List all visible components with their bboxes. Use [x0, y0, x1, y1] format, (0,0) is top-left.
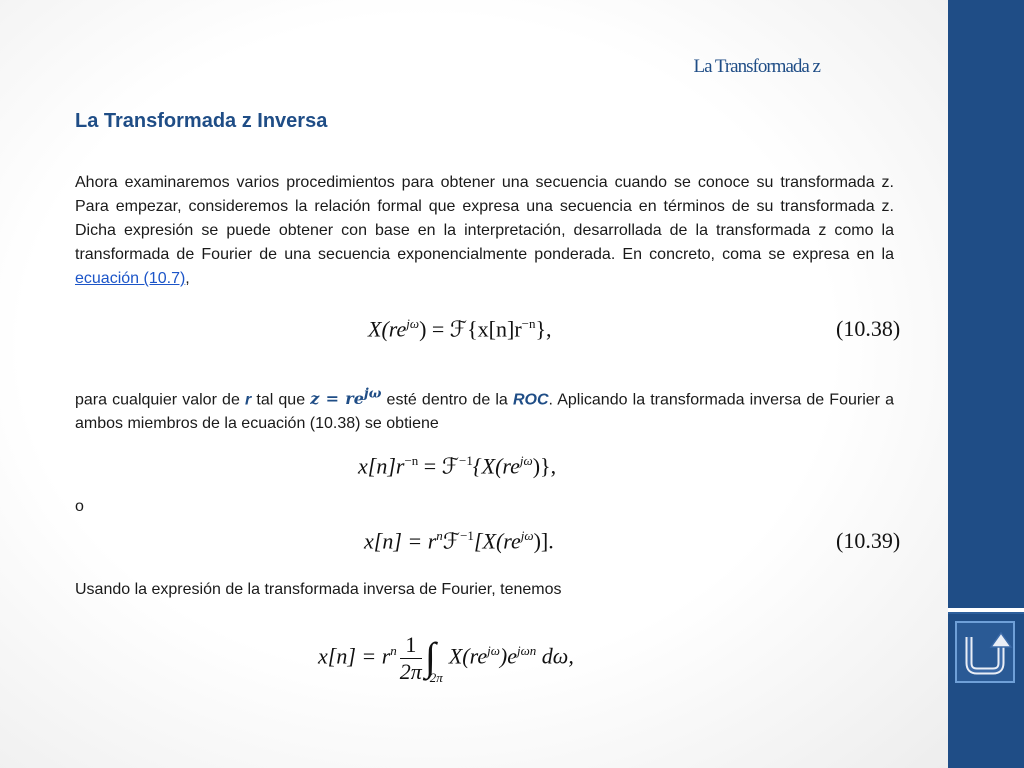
eq1-rhs-sup: −n: [521, 316, 536, 331]
integral-sign: ∫: [424, 633, 436, 679]
slide-heading: La Transformada z Inversa: [75, 110, 328, 132]
p2-part3: esté dentro de la: [381, 391, 513, 409]
return-arrow-icon: [957, 623, 1013, 681]
eq3-rhs-sup: jω: [520, 528, 534, 543]
eq2-lhs-sup: −n: [404, 453, 419, 468]
eq2-rhs-sup: jω: [519, 453, 533, 468]
eq3-lhs-sup: n: [436, 528, 443, 543]
eq2-mid: = ℱ: [418, 453, 459, 479]
eq1-rhs: ) = ℱ{x[n]r: [419, 316, 522, 342]
eq4-lhs-sup: n: [390, 643, 397, 659]
eq4-end: dω,: [536, 643, 574, 669]
eq3-end: )].: [533, 528, 554, 554]
return-button[interactable]: [955, 621, 1015, 683]
eq4-body2-sup: jωn: [516, 643, 537, 659]
integral-subscript: 2π: [429, 669, 443, 685]
equation-10-39: [364, 528, 554, 554]
paragraph-intro-text: Ahora examinaremos varios procedimientos para obtener una secuencia cuando se conoce su transformada z. Para empezar, consideremos la relación formal que expresa una secuencia en términos de su transformada z. Dicha expresión se puede obtener con base en la interpretación, desarrollada de la transformada z como la transformada de Fourier de una secuencia exponencialmente ponderada. En concreto, coma se expresa en la: [75, 174, 894, 263]
paragraph-or: o: [75, 498, 84, 515]
slide-header-title: La Transformada z: [693, 56, 820, 77]
equation-inverse: [358, 453, 556, 479]
eq2-mid-sup: −1: [459, 453, 473, 468]
eq2-lhs: x[n]r: [358, 453, 405, 479]
p2-part1: para cualquier valor de: [75, 391, 245, 409]
eq2-rhs: {X(re: [472, 453, 520, 479]
eq2-end: )},: [532, 453, 557, 479]
equation-number-10-39: (10.39): [836, 528, 901, 553]
inline-math-sup: jω: [363, 386, 382, 402]
paragraph-intro-tail: ,: [185, 270, 190, 287]
paragraph-fourier: Usando la expresión de la transformada inversa de Fourier, tenemos: [75, 581, 562, 598]
eq1-lhs-sup: jω: [406, 316, 420, 331]
equation-link[interactable]: ecuación (10.7): [75, 270, 186, 287]
inline-math-z: [310, 386, 382, 409]
eq4-body2: )e: [499, 643, 517, 669]
eq3-lhs: x[n] = r: [364, 528, 437, 554]
p2-part2: tal que: [251, 391, 311, 409]
equation-number-10-38: (10.38): [836, 316, 901, 341]
variable-r: r: [245, 391, 252, 409]
roc-label: ROC: [512, 391, 549, 409]
inline-math-text: z = re: [310, 389, 364, 409]
fraction-numerator: 1: [400, 632, 422, 659]
equation-integral: [318, 632, 574, 696]
paragraph-roc: [75, 382, 894, 436]
eq4-body-sup: jω: [487, 643, 500, 659]
sidebar-divider-shadow: [948, 612, 1024, 614]
eq3-mid: ℱ: [442, 528, 461, 554]
eq3-rhs: [X(re: [473, 528, 521, 554]
eq3-mid-sup: −1: [460, 528, 474, 543]
eq4-body: X(re: [448, 643, 488, 669]
eq1-end: },: [535, 316, 552, 342]
eq4-lhs: x[n] = r: [318, 643, 391, 669]
p2-part4: . Aplicando la transformada inversa de Fourier a ambos miembros de la ecuación (10.38) se obtiene: [75, 391, 895, 433]
fraction: [400, 632, 422, 685]
equation-10-38: [368, 316, 552, 342]
eq1-lhs: X(re: [368, 316, 407, 342]
paragraph-intro: [75, 171, 894, 291]
fraction-denominator: 2π: [399, 659, 422, 684]
